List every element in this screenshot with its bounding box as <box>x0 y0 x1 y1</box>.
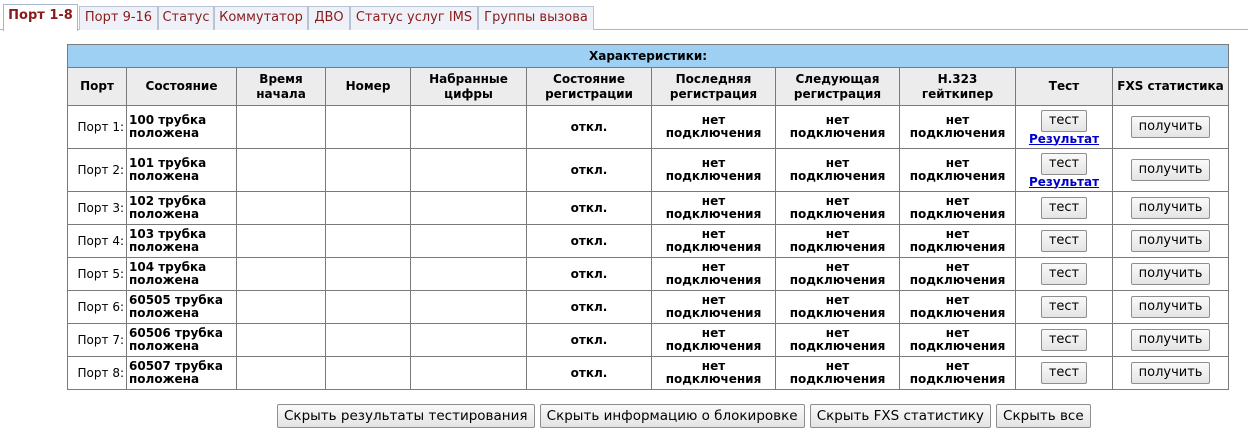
dialed-digits-cell <box>411 192 527 225</box>
column-header-number: Номер <box>326 68 411 106</box>
registration-state-cell: откл. <box>527 324 652 357</box>
table-row <box>68 258 1229 291</box>
next-registration-cell: нет подключения <box>776 258 900 291</box>
fxs-stats-cell <box>1113 291 1229 324</box>
registration-state-cell: откл. <box>527 149 652 192</box>
tab-ports-1-8[interactable]: Порт 1-8 <box>3 4 78 31</box>
ports-table <box>67 44 1229 390</box>
last-registration-cell: нет подключения <box>652 291 776 324</box>
port-state: 104 трубка положена <box>127 258 237 291</box>
next-registration-cell: нет подключения <box>776 192 900 225</box>
column-header-registration-state: Состояние регистрации <box>527 68 652 106</box>
column-header-start-time: Время начала <box>237 68 326 106</box>
table-row <box>68 291 1229 324</box>
bottom-button-bar <box>277 404 1092 428</box>
get-fxs-stats-button[interactable]: получить <box>1131 296 1211 318</box>
next-registration-cell: нет подключения <box>776 324 900 357</box>
start-time-cell <box>237 149 326 192</box>
last-registration-cell: нет подключения <box>652 192 776 225</box>
h323-gatekeeper-cell: нет подключения <box>900 225 1016 258</box>
last-registration-cell: нет подключения <box>652 149 776 192</box>
port-name: Порт 2: <box>68 149 127 192</box>
last-registration-cell: нет подключения <box>652 106 776 149</box>
start-time-cell <box>237 324 326 357</box>
column-header-fxs-statistics: FXS статистика <box>1113 68 1229 106</box>
number-cell <box>326 225 411 258</box>
start-time-cell <box>237 225 326 258</box>
port-state: 101 трубка положена <box>127 149 237 192</box>
port-name: Порт 4: <box>68 225 127 258</box>
tab-bar <box>0 4 1248 30</box>
test-cell <box>1016 357 1113 390</box>
test-cell <box>1016 291 1113 324</box>
port-name: Порт 7: <box>68 324 127 357</box>
column-header-state: Состояние <box>127 68 237 106</box>
fxs-stats-cell <box>1113 225 1229 258</box>
get-fxs-stats-button[interactable]: получить <box>1131 230 1211 252</box>
test-button[interactable]: тест <box>1041 197 1087 219</box>
last-registration-cell: нет подключения <box>652 357 776 390</box>
number-cell <box>326 324 411 357</box>
port-name: Порт 8: <box>68 357 127 390</box>
port-name: Порт 6: <box>68 291 127 324</box>
test-cell <box>1016 225 1113 258</box>
tab-dvo[interactable]: ДВО <box>308 6 350 30</box>
h323-gatekeeper-cell: нет подключения <box>900 149 1016 192</box>
column-header-next-registration: Следующая регистрация <box>776 68 900 106</box>
fxs-stats-cell <box>1113 258 1229 291</box>
port-name: Порт 3: <box>68 192 127 225</box>
registration-state-cell: откл. <box>527 106 652 149</box>
registration-state-cell: откл. <box>527 258 652 291</box>
column-header-h323-gatekeeper: H.323 гейткипер <box>900 68 1016 106</box>
next-registration-cell: нет подключения <box>776 291 900 324</box>
next-registration-cell: нет подключения <box>776 106 900 149</box>
table-row <box>68 149 1229 192</box>
test-button[interactable]: тест <box>1041 153 1087 175</box>
column-header-last-registration: Последняя регистрация <box>652 68 776 106</box>
dialed-digits-cell <box>411 258 527 291</box>
next-registration-cell: нет подключения <box>776 149 900 192</box>
number-cell <box>326 106 411 149</box>
test-cell <box>1016 192 1113 225</box>
port-state: 100 трубка положена <box>127 106 237 149</box>
start-time-cell <box>237 258 326 291</box>
last-registration-cell: нет подключения <box>652 324 776 357</box>
port-state: 60507 трубка положена <box>127 357 237 390</box>
port-state: 60506 трубка положена <box>127 324 237 357</box>
dialed-digits-cell <box>411 106 527 149</box>
fxs-stats-cell <box>1113 192 1229 225</box>
test-button[interactable]: тест <box>1041 230 1087 252</box>
registration-state-cell: откл. <box>527 291 652 324</box>
table-caption: Характеристики: <box>68 45 1229 68</box>
next-registration-cell: нет подключения <box>776 357 900 390</box>
number-cell <box>326 258 411 291</box>
test-button[interactable]: тест <box>1041 362 1087 384</box>
h323-gatekeeper-cell: нет подключения <box>900 106 1016 149</box>
column-header-test: Тест <box>1016 68 1113 106</box>
port-name: Порт 1: <box>68 106 127 149</box>
tab-ims-services-status[interactable]: Статус услуг IMS <box>350 6 478 30</box>
last-registration-cell: нет подключения <box>652 258 776 291</box>
start-time-cell <box>237 192 326 225</box>
test-button[interactable]: тест <box>1041 296 1087 318</box>
h323-gatekeeper-cell: нет подключения <box>900 291 1016 324</box>
table-row <box>68 357 1229 390</box>
registration-state-cell: откл. <box>527 357 652 390</box>
column-header-dialed-digits: Набранные цифры <box>411 68 527 106</box>
dialed-digits-cell <box>411 291 527 324</box>
number-cell <box>326 357 411 390</box>
h323-gatekeeper-cell: нет подключения <box>900 357 1016 390</box>
hide-test-results-button[interactable]: Скрыть результаты тестирования <box>277 404 535 428</box>
table-row <box>68 106 1229 149</box>
start-time-cell <box>237 291 326 324</box>
get-fxs-stats-button[interactable]: получить <box>1131 116 1211 138</box>
port-state: 60505 трубка положена <box>127 291 237 324</box>
hide-all-button[interactable]: Скрыть все <box>996 404 1091 428</box>
registration-state-cell: откл. <box>527 192 652 225</box>
hide-fxs-stats-button[interactable]: Скрыть FXS статистику <box>810 404 991 428</box>
dialed-digits-cell <box>411 225 527 258</box>
column-header-port: Порт <box>68 68 127 106</box>
test-cell <box>1016 258 1113 291</box>
port-name: Порт 5: <box>68 258 127 291</box>
fxs-stats-cell <box>1113 106 1229 149</box>
get-fxs-stats-button[interactable]: получить <box>1131 263 1211 285</box>
dialed-digits-cell <box>411 324 527 357</box>
test-button[interactable]: тест <box>1041 329 1087 351</box>
get-fxs-stats-button[interactable]: получить <box>1131 197 1211 219</box>
result-link[interactable]: Результат <box>1028 174 1100 189</box>
registration-state-cell: откл. <box>527 225 652 258</box>
test-cell <box>1016 149 1113 192</box>
start-time-cell <box>237 357 326 390</box>
port-state: 102 трубка положена <box>127 192 237 225</box>
h323-gatekeeper-cell: нет подключения <box>900 192 1016 225</box>
h323-gatekeeper-cell: нет подключения <box>900 324 1016 357</box>
number-cell <box>326 192 411 225</box>
tab-switch[interactable]: Коммутатор <box>214 6 308 30</box>
port-state: 103 трубка положена <box>127 225 237 258</box>
test-button[interactable]: тест <box>1041 110 1087 132</box>
fxs-stats-cell <box>1113 324 1229 357</box>
number-cell <box>326 291 411 324</box>
number-cell <box>326 149 411 192</box>
result-link[interactable]: Результат <box>1028 131 1100 146</box>
dialed-digits-cell <box>411 149 527 192</box>
table-row <box>68 192 1229 225</box>
tab-ports-9-16[interactable]: Порт 9-16 <box>79 6 158 30</box>
tab-status[interactable]: Статус <box>158 6 214 30</box>
table-row <box>68 225 1229 258</box>
get-fxs-stats-button[interactable]: получить <box>1131 159 1211 181</box>
h323-gatekeeper-cell: нет подключения <box>900 258 1016 291</box>
test-cell <box>1016 324 1113 357</box>
next-registration-cell: нет подключения <box>776 225 900 258</box>
tab-call-groups[interactable]: Группы вызова <box>478 6 594 30</box>
hide-block-info-button[interactable]: Скрыть информацию о блокировке <box>540 404 805 428</box>
fxs-stats-cell <box>1113 149 1229 192</box>
start-time-cell <box>237 106 326 149</box>
last-registration-cell: нет подключения <box>652 225 776 258</box>
get-fxs-stats-button[interactable]: получить <box>1131 362 1211 384</box>
test-cell <box>1016 106 1113 149</box>
test-button[interactable]: тест <box>1041 263 1087 285</box>
get-fxs-stats-button[interactable]: получить <box>1131 329 1211 351</box>
fxs-stats-cell <box>1113 357 1229 390</box>
dialed-digits-cell <box>411 357 527 390</box>
table-row <box>68 324 1229 357</box>
